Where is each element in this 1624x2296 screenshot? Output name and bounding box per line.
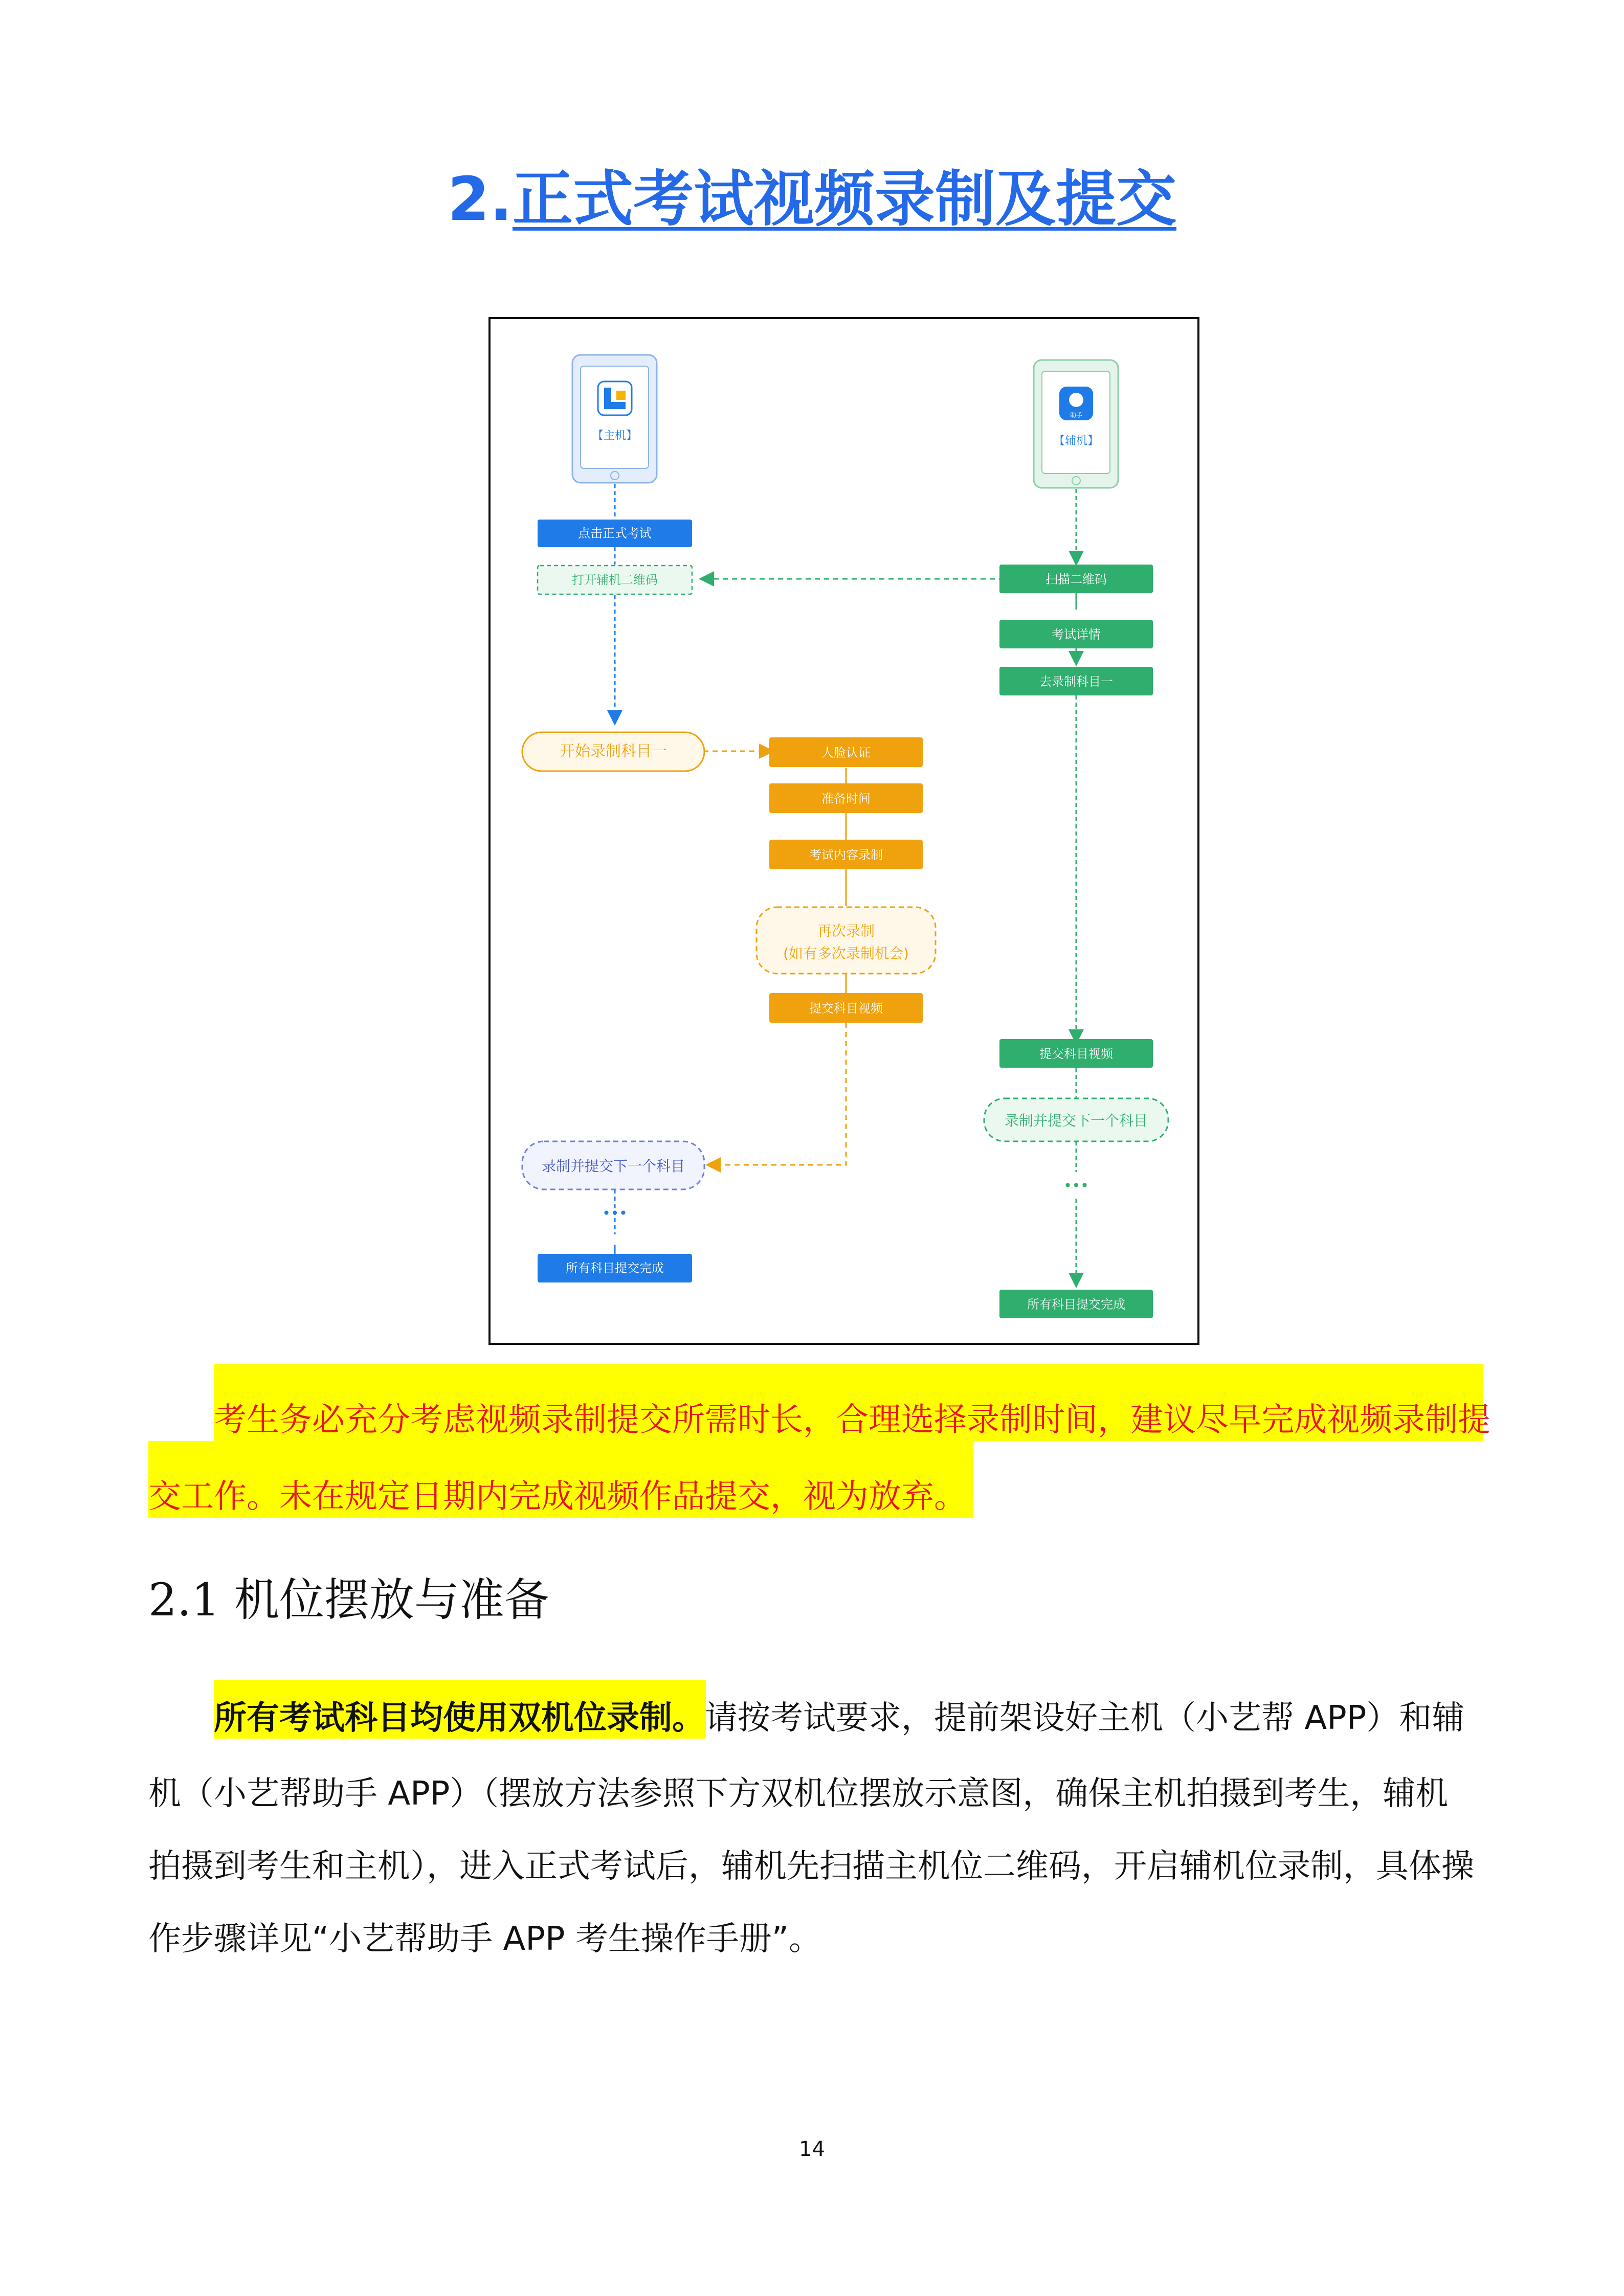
content-record-label: 考试内容录制 [809,848,883,862]
host-open-qr-label: 打开辅机二维码 [572,573,658,587]
assist-exam-detail-label: 考试详情 [1052,627,1101,642]
paragraph-line-1 [214,1699,1465,1737]
assist-scan-qr-label: 扫描二维码 [1045,572,1107,587]
host-next-subject-label: 录制并提交下一个科目 [541,1158,685,1175]
flowchart-svg [491,319,1199,1345]
assist-all-done-label: 所有科目提交完成 [1027,1297,1125,1312]
retry-record-label-1: 再次录制 [817,922,875,939]
page-title [0,164,1624,234]
host-click-exam-label: 点击正式考试 [578,526,652,541]
notice-line-2: 交工作。未在规定日期内完成视频作品提交，视为放弃。 [148,1478,967,1516]
host-phone-label: 【主机】 [592,430,638,442]
paragraph-line-3: 拍摄到考生和主机），进入正式考试后，辅机先扫描主机位二维码，开启辅机位录制，具体操 [148,1848,1474,1885]
assist-next-subject-label: 录制并提交下一个科目 [1004,1112,1148,1129]
host-start-record-label: 开始录制科目一 [560,742,667,760]
submit-video-label: 提交科目视频 [809,1001,883,1016]
paragraph-line-4: 作步骤详见“小艺帮助手 APP 考生操作手册”。 [148,1920,821,1958]
title-text: 正式考试视频录制及提交 [512,164,1176,234]
paragraph-line-1-rest: 请按考试要求，提前架设好主机（小艺帮 APP）和辅 [705,1699,1465,1737]
assist-phone-icon [1034,360,1118,488]
section-heading: 2.1 机位摆放与准备 [148,1573,549,1626]
host-dots: ••• [602,1205,628,1222]
assist-go-record-label: 去录制科目一 [1039,674,1113,689]
paragraph-line-2: 机（小艺帮助手 APP）（摆放方法参照下方双机位摆放示意图，确保主机拍摄到考生，辅机 [148,1775,1449,1813]
page-number: 14 [799,2137,825,2161]
assist-dots: ••• [1063,1177,1089,1194]
retry-record-label-2: (如有多次录制机会) [783,945,909,962]
prepare-time-label: 准备时间 [821,792,871,806]
assist-phone-label: 【辅机】 [1053,435,1099,447]
title-number: 2. [448,164,513,234]
bold-lead: 所有考试科目均使用双机位录制。 [214,1699,705,1737]
retry-record-box [757,907,936,974]
assist-phone-icon-text: 助手 [1070,412,1083,419]
host-phone-icon [572,355,657,483]
assist-submit-label: 提交科目视频 [1039,1047,1113,1061]
host-all-done-label: 所有科目提交完成 [566,1261,664,1275]
face-auth-label: 人脸认证 [821,746,871,760]
flowchart-figure [488,317,1199,1345]
notice-line-1: 考生务必充分考虑视频录制提交所需时长，合理选择录制时间，建议尽早完成视频录制提 [214,1401,1490,1439]
